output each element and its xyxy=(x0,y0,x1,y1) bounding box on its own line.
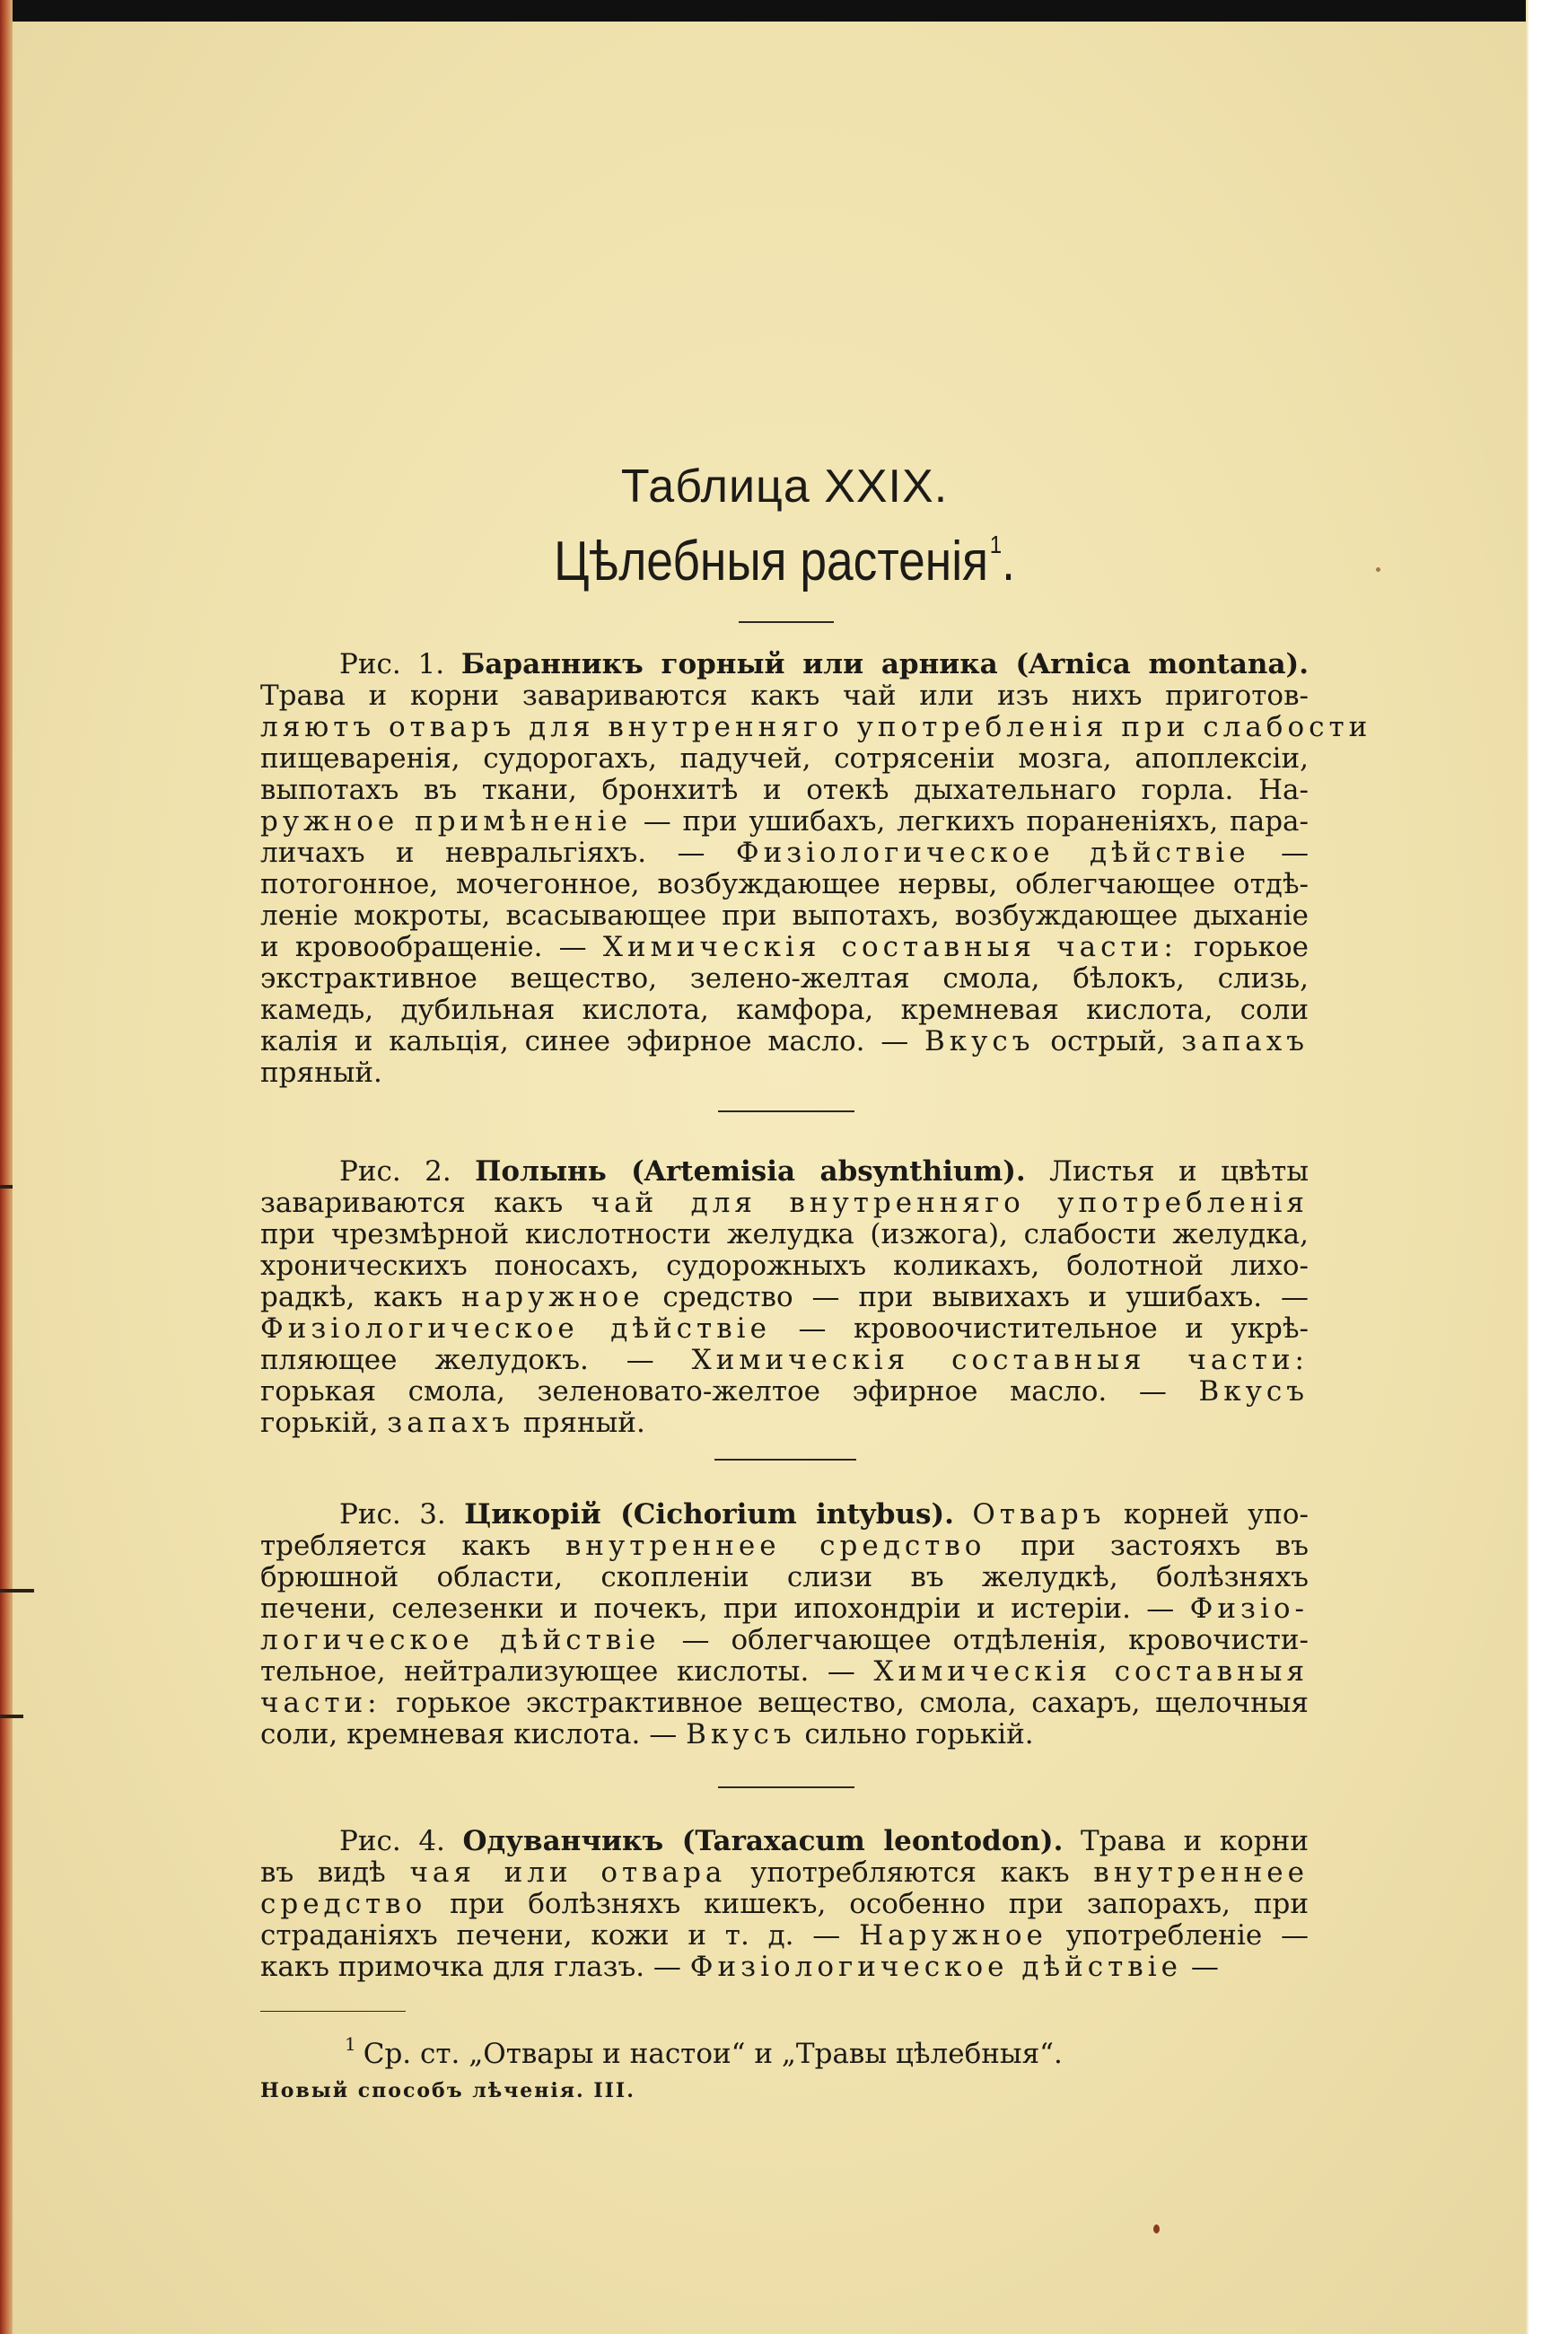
text-line xyxy=(260,900,1309,932)
text-line xyxy=(260,1376,1309,1408)
emphasized-term: Вкусъ xyxy=(686,1718,796,1750)
text-line xyxy=(260,649,1309,680)
emphasized-term: чай для внутренняго употребленія xyxy=(591,1187,1309,1219)
emphasized-term: логическое дѣйствіе xyxy=(260,1624,661,1656)
text-run: пищеваренія, судорогахъ, падучей, сотрясеніи мозга, апоплексіи, xyxy=(260,742,1309,775)
text-line xyxy=(260,932,1309,963)
footnote-mark: 1 xyxy=(989,531,1003,558)
text-line xyxy=(260,1826,1309,1857)
text-run: пряный. xyxy=(514,1407,645,1439)
plant-name: Баранникъ горный или арника (Arnica montana). xyxy=(460,648,1309,680)
text-run: пряный. xyxy=(260,1057,382,1089)
text-run xyxy=(954,1498,972,1531)
emphasized-term: Химическія составныя xyxy=(873,1655,1309,1688)
scan-right-margin xyxy=(1526,0,1568,2334)
text-run: — облегчающее отдѣленія, кровочисти- xyxy=(660,1624,1309,1656)
plant-name: Полынь (Artemisia absynthium). xyxy=(475,1155,1026,1188)
text-line xyxy=(260,1250,1309,1282)
footnote-text: Ср. ст. „Отвары и настои“ и „Травы цѣлебныя“. xyxy=(363,2038,1063,2070)
text-run: Рис. 4. xyxy=(339,1825,463,1857)
text-run: радкѣ, какъ xyxy=(260,1281,462,1313)
text-run: печени, селезенки и почекъ, при ипохондріи и истеріи. — xyxy=(260,1593,1190,1625)
text-run: — xyxy=(1182,1951,1219,1983)
text-line xyxy=(260,711,1372,743)
text-run: тельное, нейтрализующее кислоты. — xyxy=(260,1655,874,1688)
scan-left-edge xyxy=(0,0,13,2334)
plant-name: Цикорій (Cichorium intybus). xyxy=(464,1498,954,1531)
text-line xyxy=(260,995,1309,1026)
text-line xyxy=(260,743,1309,775)
section-divider xyxy=(718,1786,854,1788)
title-period: . xyxy=(1002,531,1015,592)
text-run: горькая смола, зеленовато-желтое эфирное масло. — xyxy=(260,1375,1199,1408)
text-run: горькое xyxy=(1177,931,1309,963)
text-run: употребляются какъ xyxy=(726,1856,1094,1889)
emphasized-term: внутреннее xyxy=(1093,1856,1309,1889)
text-line xyxy=(260,1952,1309,1983)
margin-mark xyxy=(0,1185,13,1189)
emphasized-term: ружное примѣненіе xyxy=(260,805,632,838)
text-line xyxy=(260,1313,1309,1345)
emphasized-term: наружное xyxy=(461,1281,644,1313)
text-run: выпотахъ въ ткани, бронхитѣ и отекѣ дыхательнаго горла. На- xyxy=(260,774,1309,806)
printer-signature: Новый способъ лѣченія. III. xyxy=(260,2079,635,2102)
text-run: завариваются какъ xyxy=(260,1187,591,1219)
text-run: и кровообращеніе. — xyxy=(260,931,603,963)
text-line xyxy=(260,1920,1309,1952)
text-run: въ видѣ xyxy=(260,1856,410,1889)
section-divider xyxy=(718,1110,854,1112)
table-label: Таблица XXIX. xyxy=(620,461,949,513)
text-run: — xyxy=(1249,837,1310,869)
text-run: Трава и корни xyxy=(1063,1825,1309,1857)
text-run: при чрезмѣрной кислотности желудка (изжога), слабости желудка, xyxy=(260,1218,1309,1250)
text-run: сильно горькій. xyxy=(795,1718,1034,1750)
text-line xyxy=(260,1026,1309,1057)
text-line xyxy=(260,1531,1309,1562)
text-run: горькое экстрактивное вещество, смола, сахаръ, щелочныя xyxy=(381,1687,1309,1719)
section-dandelion xyxy=(260,1826,1309,1983)
text-run: экстрактивное вещество, зелено-желтая смола, бѣлокъ, слизь, xyxy=(260,962,1309,995)
paper-speck xyxy=(1376,567,1380,572)
text-line xyxy=(260,1156,1309,1188)
margin-mark xyxy=(0,1589,34,1593)
emphasized-term: Физіологическое дѣйствіе xyxy=(260,1312,771,1345)
text-run: Рис. 1. xyxy=(339,648,461,680)
text-line xyxy=(260,1188,1309,1219)
text-line xyxy=(260,1889,1309,1920)
text-run: — при ушибахъ, легкихъ пораненіяхъ, пара- xyxy=(631,805,1309,838)
text-run: пляющее желудокъ. — xyxy=(260,1344,692,1376)
text-run: Рис. 2. xyxy=(339,1155,476,1188)
text-line xyxy=(260,775,1309,806)
text-line xyxy=(260,963,1309,995)
page-title-text: Цѣлебныя растенія xyxy=(554,531,988,592)
emphasized-term: Отваръ xyxy=(972,1498,1106,1531)
footnote-divider xyxy=(260,2011,406,2012)
text-run: корней упо- xyxy=(1105,1498,1309,1531)
emphasized-term: чая или отвара xyxy=(409,1856,727,1889)
emphasized-term: части: xyxy=(260,1687,381,1719)
text-run: какъ примочка для глазъ. — xyxy=(260,1951,690,1983)
emphasized-term: запахъ xyxy=(1181,1025,1309,1057)
text-line xyxy=(260,1499,1309,1531)
text-line xyxy=(260,1719,1309,1750)
text-run: острый, xyxy=(1034,1025,1182,1057)
text-run: требляется какъ xyxy=(260,1530,565,1562)
text-run: камедь, дубильная кислота, камфора, кремневая кислота, соли xyxy=(260,994,1309,1026)
text-run: средство — при вывихахъ и ушибахъ. — xyxy=(644,1281,1310,1313)
section-divider xyxy=(714,1459,856,1461)
text-line xyxy=(260,1345,1309,1376)
text-line xyxy=(260,869,1309,900)
scan-top-edge xyxy=(0,0,1568,22)
text-run: хроническихъ поносахъ, судорожныхъ коликахъ, болотной лихо- xyxy=(260,1250,1309,1282)
text-run: страданіяхъ печени, кожи и т. д. — xyxy=(260,1919,860,1952)
plant-name: Одуванчикъ (Taraxacum leontodon). xyxy=(462,1825,1064,1857)
text-line xyxy=(260,1562,1309,1593)
emphasized-term: Физіологическое дѣйствіе xyxy=(735,837,1250,869)
text-line xyxy=(260,1857,1309,1889)
section-wormwood xyxy=(260,1156,1309,1439)
emphasized-term: Физіологическое дѣйствіе xyxy=(689,1951,1183,1983)
text-run: при болѣзняхъ кишекъ, особенно при запорахъ, при xyxy=(426,1888,1309,1920)
text-run: горькій, xyxy=(260,1407,388,1439)
text-line xyxy=(260,1688,1309,1719)
text-run: Трава и корни завариваются какъ чай или изъ нихъ приготов- xyxy=(260,680,1309,712)
text-line xyxy=(260,1656,1309,1688)
page-title xyxy=(334,530,1235,593)
text-line xyxy=(260,1057,1309,1089)
paper-speck xyxy=(1153,2224,1160,2233)
emphasized-term: средство xyxy=(260,1888,427,1920)
text-line xyxy=(260,1625,1309,1656)
text-run: соли, кремневая кислота. — xyxy=(260,1718,687,1750)
text-line xyxy=(260,838,1309,869)
text-run: личахъ и невральгіяхъ. — xyxy=(260,837,736,869)
footnote xyxy=(345,2033,1063,2070)
margin-mark xyxy=(0,1715,23,1718)
footnote-number: 1 xyxy=(345,2033,356,2055)
text-line xyxy=(260,1408,1309,1439)
emphasized-term: Вкусъ xyxy=(924,1025,1035,1057)
emphasized-term: Вкусъ xyxy=(1198,1375,1309,1408)
text-line xyxy=(260,1282,1309,1313)
text-run: леніе мокроты, всасывающее при выпотахъ, возбуждающее дыханіе xyxy=(260,899,1309,932)
text-line xyxy=(260,1593,1309,1625)
text-line xyxy=(260,806,1309,838)
emphasized-term: запахъ xyxy=(387,1407,515,1439)
text-run: употребленіе — xyxy=(1047,1919,1309,1952)
text-run: брюшной области, скопленіи слизи въ желудкѣ, болѣзняхъ xyxy=(260,1561,1309,1593)
text-run: потогонное, мочегонное, возбуждающее нервы, облегчающее отдѣ- xyxy=(260,868,1309,900)
section-chicory xyxy=(260,1499,1309,1750)
text-run: — кровоочистительное и укрѣ- xyxy=(770,1312,1310,1345)
text-run: при застояхъ въ xyxy=(985,1530,1309,1562)
emphasized-term: Химическія составныя части: xyxy=(602,931,1178,963)
emphasized-term: Физіо- xyxy=(1189,1593,1309,1625)
emphasized-term: Наружное xyxy=(859,1919,1047,1952)
emphasized-term: внутреннее средство xyxy=(565,1530,986,1562)
text-line xyxy=(260,680,1309,712)
text-run: Рис. 3. xyxy=(339,1498,465,1531)
emphasized-term: ляютъ отваръ для внутренняго употребленія при слабости xyxy=(260,711,1372,743)
emphasized-term: Химическія составныя части: xyxy=(691,1344,1309,1376)
text-run: калія и кальція, синее эфирное масло. — xyxy=(260,1025,925,1057)
text-line xyxy=(260,1219,1309,1250)
text-run: Листья и цвѣты xyxy=(1025,1155,1309,1188)
title-divider xyxy=(739,621,834,623)
section-arnica xyxy=(260,648,1372,1089)
